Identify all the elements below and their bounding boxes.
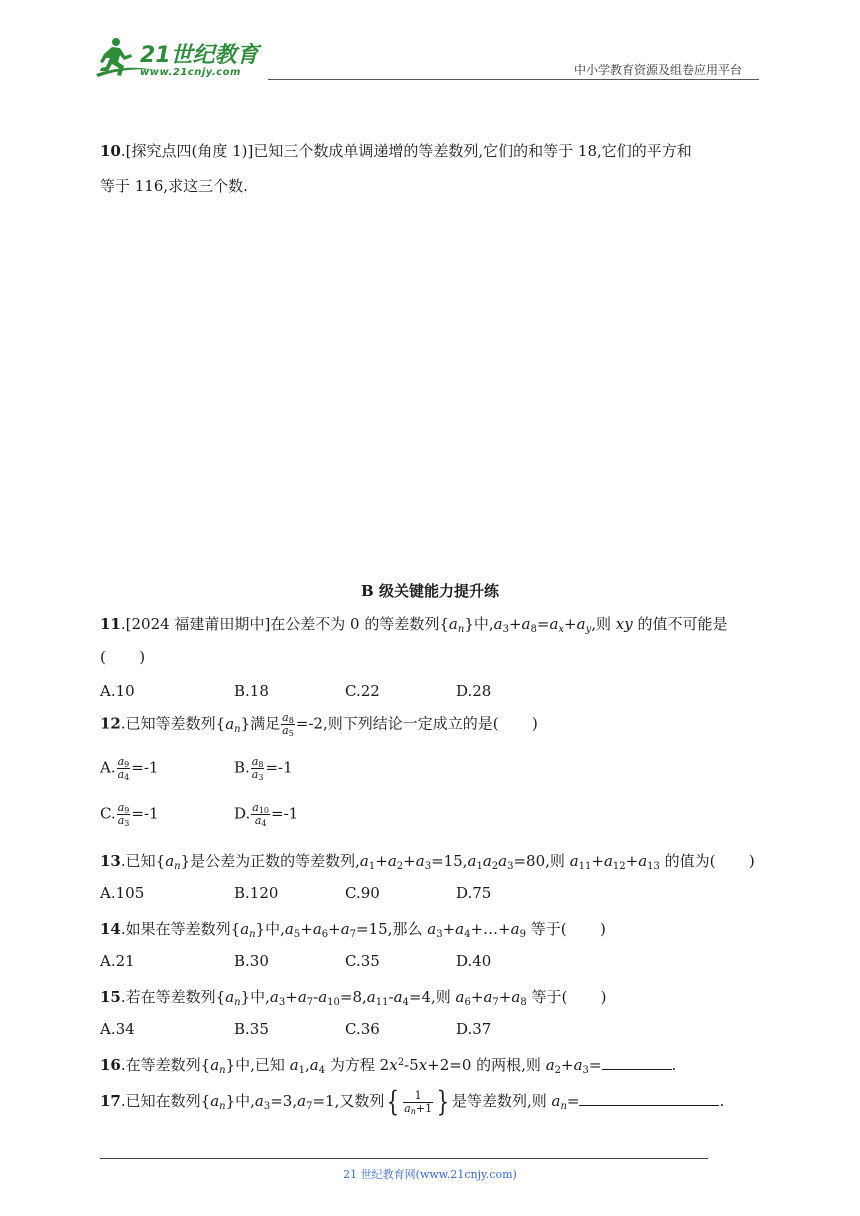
q14-number: 14 — [100, 920, 121, 938]
site-logo — [94, 36, 264, 78]
q16-stem: 16.在等差数列$\{a_n\}$中,已知 $a_1,a_4$ 为方程 $2x^2-5x+2=0$ 的两根,则 $a_2+a_3=$ . — [100, 1056, 677, 1076]
q13-choice-b: B.120 — [234, 884, 279, 902]
q12-fraction: $\frac{a_8}{a_5}$ — [282, 711, 294, 738]
q14-choice-a: A.21 — [100, 952, 135, 970]
q10-line1 — [100, 140, 692, 161]
q15-stem: 15.若在等差数列$\{a_n\}$中$,a_3+a_7-a_{10}=8,a_{11}-a_4=4$,则 $a_6+a_7+a_8$ 等于( ) — [100, 988, 607, 1008]
q11-paren: ( ) — [100, 648, 146, 666]
q11-choice-d: D.28 — [456, 682, 492, 700]
q15-choice-b: B.35 — [234, 1020, 269, 1038]
q17-number: 17 — [100, 1092, 121, 1110]
q14-stem: 14.如果在等差数列$\{a_n\}$中$,a_5+a_6+a_7=15$,那么 $a_3+a_4+\dots+a_9$ 等于( ) — [100, 920, 606, 940]
q14-choice-b: B.30 — [234, 952, 269, 970]
q13-choice-d: D.75 — [456, 884, 492, 902]
q14-choice-c: C.35 — [345, 952, 380, 970]
q17-fraction: $\frac{1}{a_n+1}$ — [404, 1088, 433, 1116]
q17-answer-blank[interactable] — [579, 1091, 719, 1106]
section-title: B 级关键能力提升练 — [361, 582, 499, 600]
q15-choice-d: D.37 — [456, 1020, 492, 1038]
q11-choice-c: C.22 — [345, 682, 380, 700]
q13-stem: 13.已知$\{a_n\}$是公差为正数的等差数列$,a_1+a_2+a_3=15,a_1a_2a_3=80$,则 $a_{11}+a_{12}+a_{13}$ 的值为( ) — [100, 852, 755, 872]
q12-choice-b: B. $\frac{a_8}{a_3}$ =-1 — [234, 755, 293, 782]
q17-stem: 17.已知在数列$\{a_n\}$中$,a_3=3,a_7=1$,又数列{ $\frac{1}{a_n+1}$ } 是等差数列,则 $a_n=$ . — [100, 1085, 725, 1118]
q16-answer-blank[interactable] — [602, 1055, 672, 1070]
header-rule — [268, 79, 759, 80]
q15-choice-a: A.34 — [100, 1020, 135, 1038]
q12-choice-c: C. $\frac{a_9}{a_3}$ =-1 — [100, 801, 159, 828]
q13-choice-c: C.90 — [345, 884, 380, 902]
q14-choice-d: D.40 — [456, 952, 492, 970]
q11-choice-a: A.10 — [100, 682, 135, 700]
logo-url: www.21cnjy.com — [140, 67, 241, 78]
q11-number: 11 — [100, 615, 121, 633]
q10-line2: 等于 116,求这三个数. — [100, 177, 248, 195]
q12-stem: 12.已知等差数列$\{a_n\}$满足 $\frac{a_8}{a_5}$ =-2,则下列结论一定成立的是( ) — [100, 711, 538, 738]
q10-number: 10 — [100, 142, 121, 160]
q12-number: 12 — [100, 714, 121, 733]
q15-number: 15 — [100, 988, 121, 1006]
q13-choice-a: A.105 — [100, 884, 145, 902]
q13-number: 13 — [100, 852, 121, 870]
q12-choice-d: D. $\frac{a_{10}}{a_4}$ =-1 — [234, 801, 299, 828]
footer-text: 21 世纪教育网(www.21cnjy.com) — [343, 1168, 517, 1181]
q16-number: 16 — [100, 1056, 121, 1074]
q15-choice-c: C.36 — [345, 1020, 380, 1038]
footer-rule — [100, 1158, 708, 1159]
q10-text-1: .[探究点四(角度 1)]已知三个数成单调递增的等差数列,它们的和等于 18,它们的平方和 — [120, 142, 692, 160]
q11-stem: 11.[2024 福建莆田期中]在公差不为 0 的等差数列$\{a_n\}$中$,a_3+a_8=a_x+a_y$,则 xy 的值不可能是 — [100, 615, 728, 635]
q12-choice-a: A. $\frac{a_9}{a_4}$ =-1 — [100, 755, 159, 782]
logo-wordmark: 21世纪教育 — [140, 43, 259, 68]
platform-name: 中小学教育资源及组卷应用平台 — [574, 63, 743, 77]
q11-choice-b: B.18 — [234, 682, 269, 700]
